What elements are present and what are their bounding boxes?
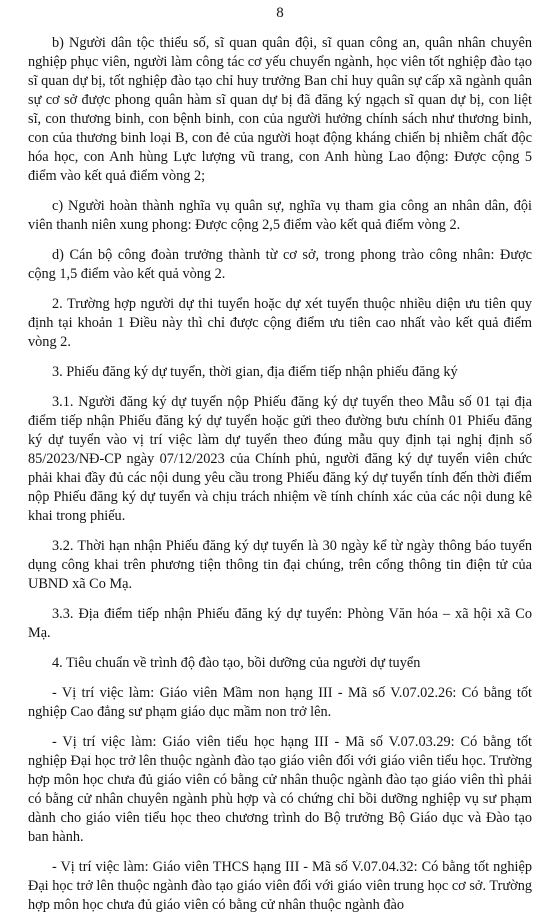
paragraph-kindergarten-teacher: - Vị trí việc làm: Giáo viên Mầm non hạng III - Mã số V.07.02.26: Có bằng tốt nghiệp Cao đẳng sư phạm giáo dục mầm non trở lên. xyxy=(28,685,532,720)
paragraph-priority-c: c) Người hoàn thành nghĩa vụ quân sự, nghĩa vụ tham gia công an nhân dân, đội viên thanh niên xung phong: Được cộng 2,5 điểm vào kết quả điểm vòng 2. xyxy=(28,198,532,233)
document-body xyxy=(28,34,532,915)
paragraph-section-3-3: 3.3. Địa điểm tiếp nhận Phiếu đăng ký dự tuyển: Phòng Văn hóa – xã hội xã Co Mạ. xyxy=(28,606,532,641)
page-number: 8 xyxy=(276,5,284,21)
paragraph-section-3-2: 3.2. Thời hạn nhận Phiếu đăng ký dự tuyển là 30 ngày kể từ ngày thông báo tuyển dụng công khai trên phương tiện thông tin đại chúng, trên cổng thông tin điện tử của UBND xã Co Mạ. xyxy=(28,538,532,592)
paragraph-priority-d: d) Cán bộ công đoàn trưởng thành từ cơ sở, trong phong trào công nhân: Được cộng 1,5 điểm vào kết quả vòng 2. xyxy=(28,247,532,282)
paragraph-primary-teacher: - Vị trí việc làm: Giáo viên tiểu học hạng III - Mã số V.07.03.29: Có bằng tốt nghiệp Đại học trở lên thuộc ngành đào tạo giáo viên đối với giáo viên tiểu học. Trường hợp môn học chưa đủ giáo viên có bằng cử nhân thuộc ngành đào tạo giáo viên thì phải có bằng cử nhân chuyên ngành phù hợp và có chứng chỉ bồi dưỡng nghiệp vụ sư phạm dành cho giáo viên tiểu học theo chương trình do Bộ trưởng Bộ Giáo dục và Đào tạo ban hành. xyxy=(28,734,532,845)
paragraph-secondary-teacher: - Vị trí việc làm: Giáo viên THCS hạng III - Mã số V.07.04.32: Có bằng tốt nghiệp Đại học trở lên thuộc ngành đào tạo giáo viên đối với giáo viên trung học cơ sở. Trường hợp môn học chưa đủ giáo viên có bằng cử nhân thuộc ngành đào xyxy=(28,859,532,913)
heading-section-3: 3. Phiếu đăng ký dự tuyển, thời gian, địa điểm tiếp nhận phiếu đăng ký xyxy=(52,364,458,380)
heading-section-4: 4. Tiêu chuẩn về trình độ đào tạo, bồi dưỡng của người dự tuyển xyxy=(52,655,421,671)
paragraph-section-2: 2. Trường hợp người dự thi tuyển hoặc dự xét tuyển thuộc nhiều diện ưu tiên quy định tại khoản 1 Điều này thì chỉ được cộng điểm ưu tiên cao nhất vào kết quả điểm vòng 2. xyxy=(28,296,532,350)
paragraph-section-3-1: 3.1. Người đăng ký dự tuyển nộp Phiếu đăng ký dự tuyển theo Mẫu số 01 tại địa điểm tiếp nhận Phiếu đăng ký dự tuyển hoặc gửi theo đường bưu chính 01 Phiếu đăng ký dự tuyển vào vị trí việc làm dự tuyển theo đúng mẫu quy định tại nghị định số 85/2023/NĐ-CP ngày 07/12/2023 của Chính phủ, người đăng ký dự tuyển viên chức phải khai đầy đủ các nội dung yêu cầu trong Phiếu đăng ký dự tuyển tính đến thời điểm nộp Phiếu đăng ký dự tuyển và chịu trách nhiệm về tính chính xác của các nội dung kê khai trong phiếu. xyxy=(28,394,532,524)
paragraph-priority-b: b) Người dân tộc thiểu số, sĩ quan quân đội, sĩ quan công an, quân nhân chuyên nghiệp phục viên, người làm công tác cơ yếu chuyển ngành, học viên tốt nghiệp đào tạo sĩ quan dự bị, tốt nghiệp đào tạo chỉ huy trưởng Ban chỉ huy quân sự cấp xã ngành quân sự cơ sở được phong quân hàm sĩ quan dự bị đã đăng ký ngạch sĩ quan dự bị, con liệt sĩ, con thương binh, con bệnh binh, con của người hưởng chính sách như thương binh, con của thương binh loại B, con đẻ của người hoạt động kháng chiến bị nhiễm chất độc hóa học, con Anh hùng Lực lượng vũ trang, con Anh hùng Lao động: Được cộng 5 điểm vào kết quả điểm vòng 2; xyxy=(28,35,532,184)
